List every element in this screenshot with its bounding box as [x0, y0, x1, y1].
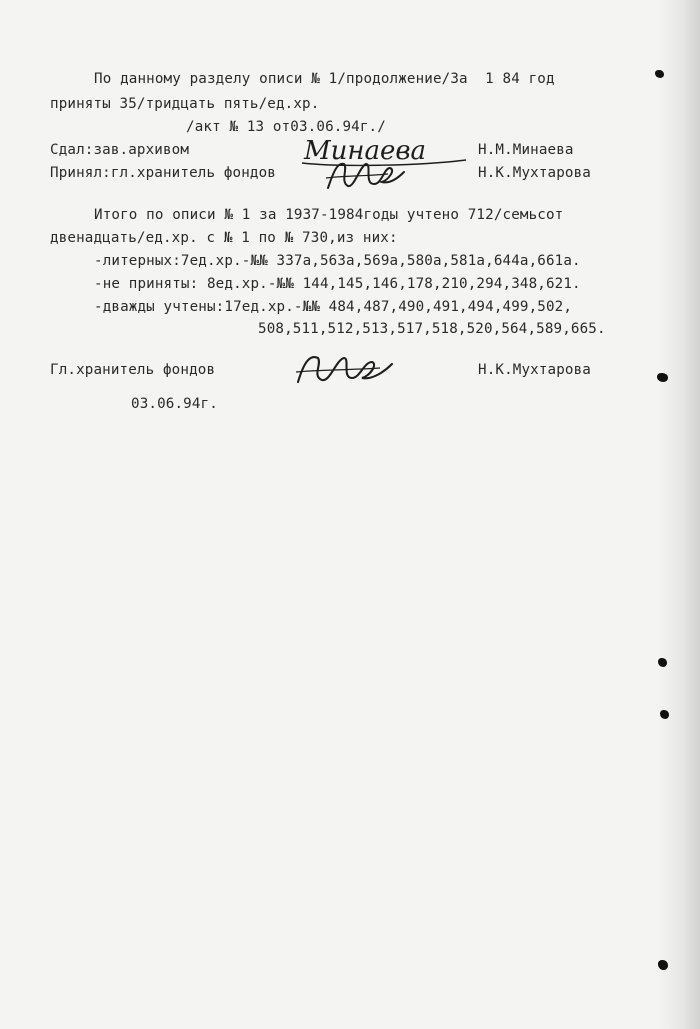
totals-line-1: Итого по описи № 1 за 1937-1984годы учтено 712/семьсот — [94, 207, 564, 223]
receiver-name: Н.К.Мухтарова — [478, 165, 591, 181]
signature-mukhtarova-2 — [290, 350, 400, 390]
totals-line-2: двенадцать/ед.хр. с № 1 по № 730,из них: — [50, 230, 398, 246]
binding-hole-mark — [658, 960, 668, 970]
literal-items: -литерных:7ед.хр.-№№ 337а,563а,569а,580а,581а,644а,661а. — [94, 253, 581, 269]
footer-role: Гл.хранитель фондов — [50, 362, 216, 378]
not-accepted-items: -не приняты: 8ед.хр.-№№ 144,145,146,178,210,294,348,621. — [94, 276, 581, 292]
binding-hole-mark — [657, 373, 668, 382]
footer-date: 03.06.94г. — [131, 396, 218, 412]
signature-mukhtarova-1 — [318, 158, 410, 194]
signature-minaeva-text: Минаева — [304, 136, 427, 166]
receiver-role: Принял:гл.хранитель фондов — [50, 165, 276, 181]
giver-name: Н.М.Минаева — [478, 142, 574, 158]
binding-hole-mark — [660, 710, 669, 719]
counted-twice-items-2: 508,511,512,513,517,518,520,564,589,665. — [258, 321, 606, 337]
giver-role: Сдал:зав.архивом — [50, 142, 190, 158]
counted-twice-items-1: -дважды учтены:17ед.хр.-№№ 484,487,490,491,494,499,502, — [94, 299, 573, 315]
page-edge-shadow — [658, 0, 700, 1029]
binding-hole-mark — [658, 658, 667, 667]
intro-line-1: По данному разделу описи № 1/продолжение/За 1 84 год — [94, 71, 555, 87]
binding-hole-mark — [655, 70, 664, 78]
intro-line-2: приняты 35/тридцать пять/ед.хр. — [50, 96, 320, 112]
footer-name: Н.К.Мухтарова — [478, 362, 591, 378]
intro-line-3: /акт № 13 от03.06.94г./ — [186, 119, 386, 135]
